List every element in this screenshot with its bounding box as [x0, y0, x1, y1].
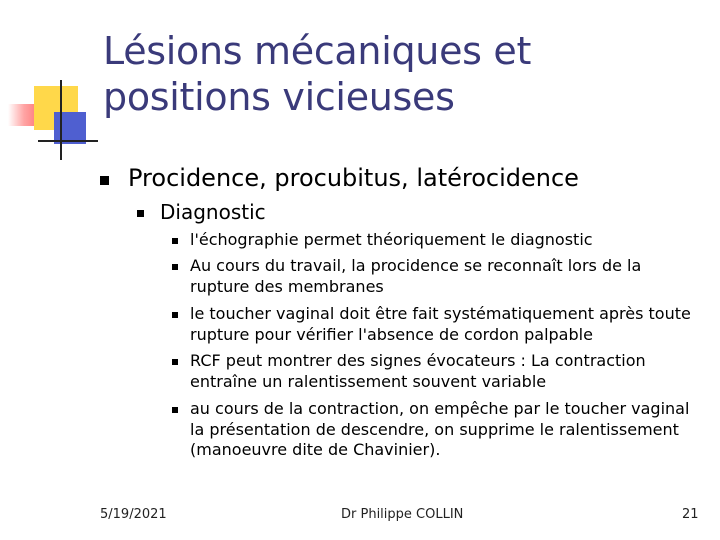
footer-date: 5/19/2021: [100, 507, 167, 522]
bullet-icon: [172, 238, 178, 244]
bullet-icon: [172, 407, 178, 413]
bullet-level3-item: au cours de la contraction, on empêche par le toucher vaginal la présentation de descendre, on supprime le ralentissement (manoeuvre dite de Chavinier).: [190, 399, 690, 459]
footer-author: Dr Philippe COLLIN: [341, 507, 464, 522]
bullet-level3-item: RCF peut montrer des signes évocateurs : La contraction entraîne un ralentissement souvent variable: [190, 351, 646, 391]
bullet-level2: Diagnostic: [160, 200, 266, 224]
bullet-icon: [172, 264, 178, 270]
slide-title: Lésions mécaniques et positions vicieuses: [103, 29, 532, 119]
logo-horizontal-line: [38, 140, 98, 142]
bullet-icon: [137, 210, 144, 217]
bullet-icon: [172, 359, 178, 365]
footer-page-number: 21: [682, 507, 699, 522]
logo-vertical-line: [60, 80, 62, 160]
bullet-level3-item: l'échographie permet théoriquement le diagnostic: [190, 230, 593, 249]
bullet-level3-item: Au cours du travail, la procidence se reconnaît lors de la rupture des membranes: [190, 256, 642, 296]
bullet-level1: Procidence, procubitus, latérocidence: [128, 164, 579, 192]
bullet-level3-item: le toucher vaginal doit être fait systématiquement après toute rupture pour vérifier l'absence de cordon palpable: [190, 304, 691, 344]
bullet-icon: [100, 176, 109, 185]
bullet-icon: [172, 312, 178, 318]
